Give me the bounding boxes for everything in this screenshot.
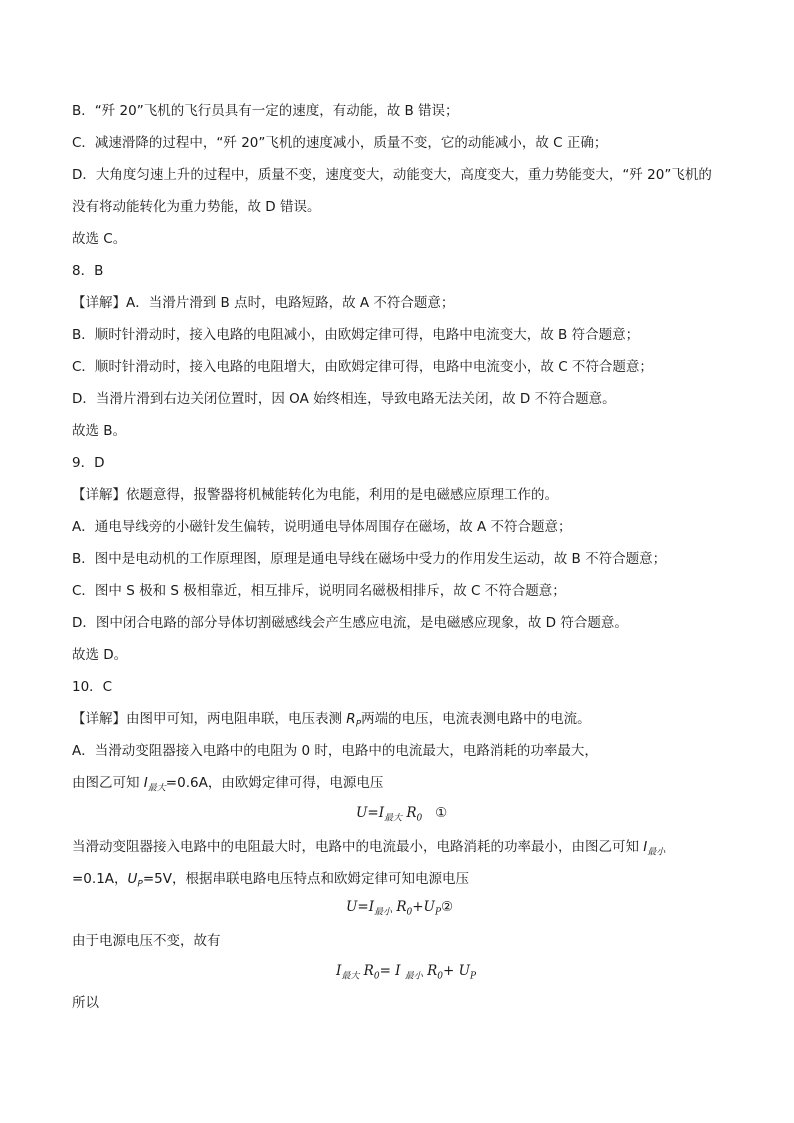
text-line — [72, 774, 383, 798]
text-line: 故选 D。 — [72, 647, 128, 663]
sub-max: 最大 — [147, 783, 166, 794]
text-fragment: =0.1A， — [72, 871, 128, 887]
text-line — [72, 870, 469, 894]
text-fragment: 两端的电压，电流表测电路中的电流。 — [361, 711, 591, 727]
text-line: D．大角度匀速上升的过程中，质量不变，速度变大，动能变大，高度变大，重力势能变大，“歼 20”飞机的 — [72, 167, 712, 183]
text-fragment: 当滑动变阻器接入电路中的电阻最大时，电路中的电流最小，电路消耗的功率最小，由图乙可知 — [72, 839, 644, 855]
eq-sub: 最小 — [374, 907, 393, 918]
equation-2 — [346, 898, 453, 922]
eq-sub: 最大 — [384, 813, 403, 824]
text-line: 【详解】A．当滑片滑到 B 点时，电路短路，故 A 不符合题意； — [72, 295, 455, 311]
eq-term: = I — [379, 963, 401, 979]
sub-p: P — [355, 719, 362, 730]
text-line: 故选 B。 — [72, 423, 127, 439]
question-answer: 10．C — [72, 679, 113, 695]
eq-mid: R — [396, 899, 407, 915]
text-line: B．图中是电动机的工作原理图，原理是通电导线在磁场中受力的作用发生运动，故 B 不符合题意； — [72, 551, 667, 567]
text-line: D．图中闭合电路的部分导体切割磁感线会产生感应电流，是电磁感应现象，故 D 符合题意。 — [72, 615, 628, 631]
text-line: D．当滑片滑到右边关闭位置时，因 OA 始终相连，导致电路无法关闭，故 D 不符合题意。 — [72, 391, 616, 407]
question-answer: 8．B — [72, 263, 104, 279]
equation-number: ② — [441, 899, 454, 915]
eq-plus: +U — [412, 899, 435, 915]
eq-sub: P — [470, 971, 477, 982]
eq-sub: 0 — [416, 813, 423, 824]
eq-term: R — [427, 963, 438, 979]
sub-p: P — [137, 879, 143, 890]
text-line: A．当滑动变阻器接入电路中的电阻为 0 时，电路中的电流最大，电路消耗的功率最大， — [72, 743, 598, 759]
var-r: R — [346, 711, 356, 727]
var-i: I — [143, 775, 148, 791]
text-line: B．“歼 20”飞机的飞行员具有一定的速度，有动能，故 B 错误； — [72, 103, 459, 119]
text-line: 所以 — [72, 995, 99, 1011]
question-answer: 9．D — [72, 455, 105, 471]
text-line: 没有将动能转化为重力势能，故 D 错误。 — [72, 199, 321, 215]
text-line: 由于电源电压不变，故有 — [72, 933, 221, 949]
sub-min: 最小 — [647, 847, 666, 858]
var-u: U — [127, 871, 138, 887]
text-line: C．减速滑降的过程中，“歼 20”飞机的速度减小，质量不变，它的动能减小，故 C 正确； — [72, 135, 608, 151]
eq-plus: + U — [443, 963, 470, 979]
text-fragment: 由图乙可知 — [72, 775, 144, 791]
equation-1 — [356, 804, 447, 828]
text-fragment: =5V，根据串联电路电压特点和欧姆定律可知电源电压 — [142, 871, 469, 887]
var-i: I — [643, 839, 648, 855]
text-line: 【详解】依题意得，报警器将机械能转化为电能，利用的是电磁感应原理工作的。 — [72, 487, 558, 503]
eq-sub: P — [434, 907, 442, 918]
text-fragment: 【详解】由图甲可知，两电阻串联，电压表测 — [72, 711, 347, 727]
text-line: C．顺时针滑动时，接入电路的电阻增大，由欧姆定律可得，电路中电流变小，故 C 不符合题意； — [72, 359, 653, 375]
eq-lhs: U=I — [356, 805, 385, 821]
equation-number: ① — [435, 805, 448, 821]
text-fragment: =0.6A，由欧姆定律可得，电源电压 — [165, 775, 384, 791]
eq-sub: 最大 — [341, 971, 360, 982]
eq-sub: 0 — [406, 907, 413, 918]
text-line: 故选 C。 — [72, 231, 127, 247]
text-line: A．通电导线旁的小磁针发生偏转，说明通电导体周围存在磁场，故 A 不符合题意； — [72, 519, 572, 535]
text-line: B．顺时针滑动时，接入电路的电阻减小，由欧姆定律可得，电路中电流变大，故 B 符合题意； — [72, 327, 640, 343]
eq-term: I — [336, 963, 342, 979]
eq-sub: 0 — [437, 971, 444, 982]
text-line: C．图中 S 极和 S 极相靠近，相互排斥，说明同名磁极相排斥，故 C 不符合题意； — [72, 583, 566, 599]
text-line — [72, 710, 591, 734]
eq-lhs: U=I — [346, 899, 375, 915]
eq-rhs: R — [406, 805, 417, 821]
equation-3 — [336, 962, 476, 986]
text-line — [72, 838, 665, 862]
eq-sub: 0 — [373, 971, 380, 982]
eq-sub: 最小 — [404, 971, 423, 982]
eq-term: R — [363, 963, 374, 979]
